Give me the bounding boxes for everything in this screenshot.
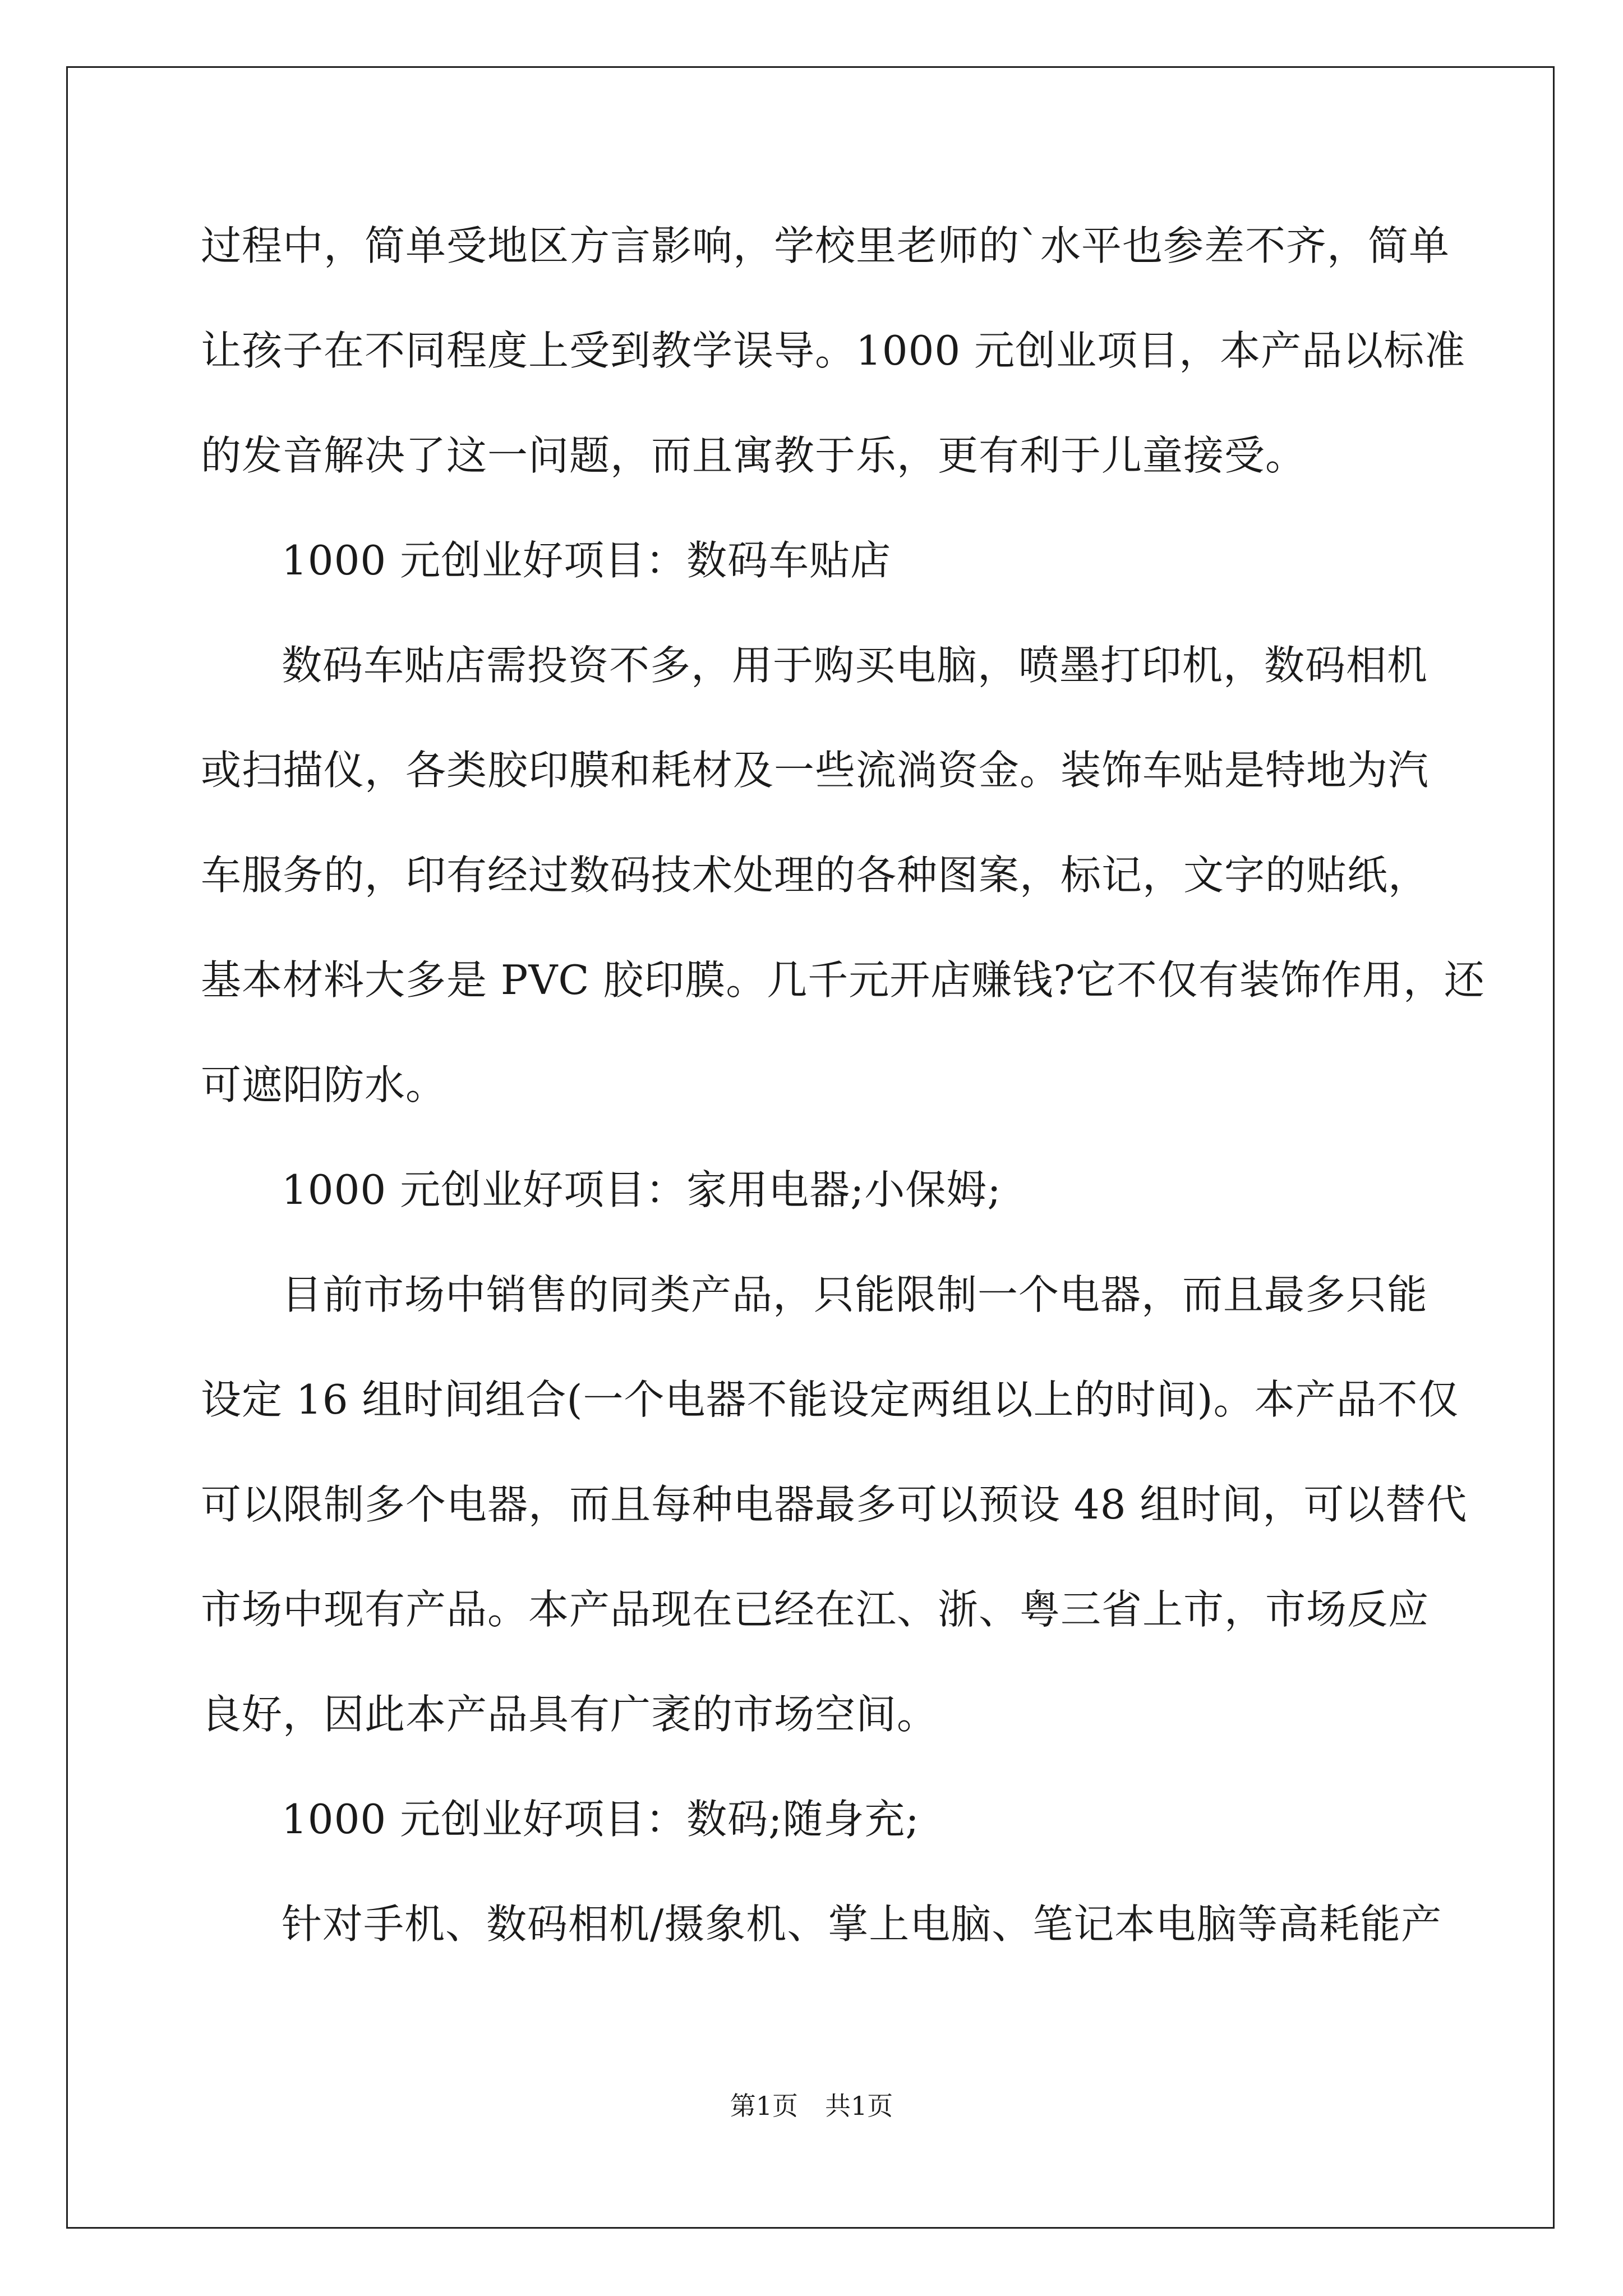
page-footer (0, 2086, 1623, 2123)
document-body (201, 194, 1485, 1977)
page-total: 共1页 (825, 2091, 893, 2121)
text-line-7: 车服务的，印有经过数码技术处理的各种图案，标记，文字的贴纸， (201, 852, 1430, 899)
text-line-1: 过程中，简单受地区方言影响，学校里老师的`水平也参差不齐，简单 (201, 222, 1450, 269)
text-line-3: 的发音解决了这一问题，而且寓教于乐，更有利于儿童接受。 (201, 432, 1307, 479)
text-line-9: 可遮阳防水。 (201, 1061, 447, 1108)
text-line-6: 或扫描仪，各类胶印膜和耗材及一些流淌资金。装饰车贴是特地为汽 (201, 747, 1430, 794)
section-heading-charger: 1000 元创业好项目：数码;随身充; (282, 1796, 920, 1843)
text-line-15: 良好，因此本产品具有广袤的市场空间。 (201, 1691, 938, 1738)
section-heading-car-sticker: 1000 元创业好项目：数码车贴店 (282, 537, 892, 584)
page-number: 第1页 (730, 2091, 798, 2121)
text-line-12: 设定 16 组时间组合(一个电器不能设定两组以上的时间)。本产品不仅 (201, 1376, 1459, 1423)
section-heading-appliance: 1000 元创业好项目：家用电器;小保姆; (282, 1166, 1002, 1213)
text-line-8: 基本材料大多是 PVC 胶印膜。几千元开店赚钱?它不仅有装饰作用，还 (201, 956, 1485, 1004)
text-line-13: 可以限制多个电器，而且每种电器最多可以预设 48 组时间，可以替代 (201, 1481, 1468, 1528)
text-line-5: 数码车贴店需投资不多，用于购买电脑，喷墨打印机，数码相机 (282, 642, 1428, 689)
text-line-11: 目前市场中销售的同类产品，只能限制一个电器，而且最多只能 (282, 1271, 1428, 1318)
text-line-17: 针对手机、数码相机/摄象机、掌上电脑、笔记本电脑等高耗能产 (282, 1901, 1442, 1948)
text-line-2: 让孩子在不同程度上受到教学误导。1000 元创业项目，本产品以标准 (201, 327, 1466, 374)
text-line-14: 市场中现有产品。本产品现在已经在江、浙、粤三省上市，市场反应 (201, 1586, 1430, 1633)
